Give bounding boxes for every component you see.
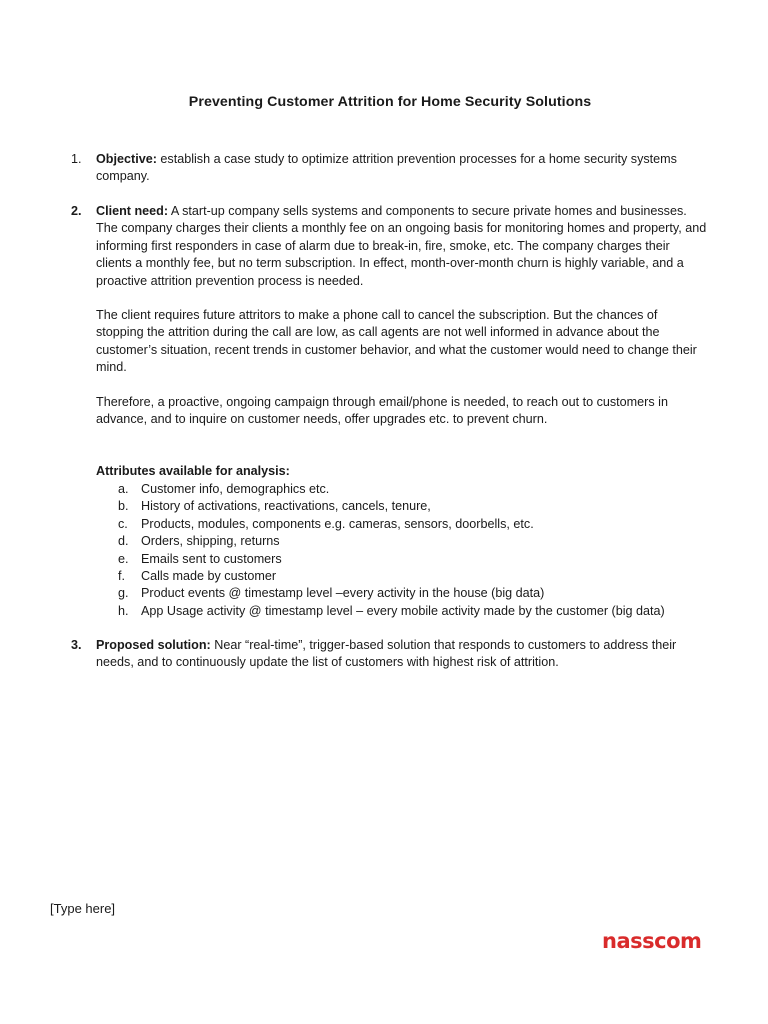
section-number: 2.	[71, 204, 82, 218]
nasscom-logo: nasscom	[602, 929, 702, 953]
section-text: Near “real-time”, trigger-based solution that responds to customers to address their needs, and to continuously update the list of customers with highest risk of attrition.	[96, 638, 677, 670]
section-lead: Objective:	[96, 152, 157, 166]
list-item-letter: g.	[118, 586, 129, 601]
list-item	[96, 481, 665, 498]
section-proposed-solution	[71, 637, 708, 672]
client-need-paragraph-3: Therefore, a proactive, ongoing campaign through email/phone is needed, to reach out to customers in advance, and to inquire on customer needs, offer upgrades etc. to prevent churn.	[96, 395, 668, 427]
section-number: 1.	[71, 152, 82, 166]
list-item-text: Calls made by customer	[141, 568, 277, 583]
list-item-letter: h.	[118, 603, 129, 618]
list-item	[96, 603, 665, 620]
list-item-text: Customer info, demographics etc.	[141, 482, 330, 496]
section-client-need	[71, 203, 708, 290]
section-lead: Client need:	[96, 204, 169, 218]
section-body	[96, 203, 708, 290]
section-objective	[71, 151, 708, 186]
section-text: A start-up company sells systems and components to secure private homes and businesses. The company charges their clients a monthly fee on an ongoing basis for monitoring homes and property, and informing first responders in case of alarm due to break-in, fire, smoke, etc. The company charges their clients a monthly fee, but no term subscription. In effect, month-over-month churn is highly variable, and a proactive attrition prevention process is needed.	[96, 204, 707, 288]
section-text: establish a case study to optimize attrition prevention processes for a home security systems company.	[96, 152, 677, 184]
section-number: 3.	[71, 638, 82, 652]
footer-placeholder-text[interactable]: [Type here]	[50, 901, 116, 916]
list-item-text: App Usage activity @ timestamp level – every mobile activity made by the customer (big data)	[141, 603, 665, 618]
list-item-letter: c.	[118, 516, 128, 531]
list-item-text: History of activations, reactivations, cancels, tenure,	[141, 499, 431, 514]
list-item-text: Emails sent to customers	[141, 551, 282, 566]
list-item-text: Products, modules, components e.g. cameras, sensors, doorbells, etc.	[141, 516, 534, 531]
list-item	[96, 585, 665, 602]
list-item	[96, 516, 665, 533]
list-item-letter: a.	[118, 482, 129, 496]
attributes-list	[96, 481, 665, 620]
section-lead: Proposed solution:	[96, 638, 211, 652]
list-item	[96, 533, 665, 550]
list-item-letter: f.	[118, 568, 125, 583]
list-item-text: Product events @ timestamp level –every activity in the house (big data)	[141, 586, 545, 601]
list-item-letter: b.	[118, 499, 129, 514]
client-need-paragraph-2: The client requires future attritors to make a phone call to cancel the subscription. But the chances of stopping the attrition during the call are low, as call agents are not well informed in advance about the customer’s situation, recent trends in customer behavior, and what the customer would need to change their mind.	[96, 308, 697, 375]
list-item	[96, 498, 665, 515]
section-body	[96, 637, 708, 672]
section-body	[96, 151, 708, 186]
document-title: Preventing Customer Attrition for Home Security Solutions	[188, 94, 592, 110]
list-item-text: Orders, shipping, returns	[141, 534, 280, 549]
list-item	[96, 568, 665, 585]
list-item-letter: d.	[118, 534, 129, 549]
list-item-letter: e.	[118, 551, 129, 566]
list-item	[96, 551, 665, 568]
attributes-heading: Attributes available for analysis:	[96, 464, 290, 478]
